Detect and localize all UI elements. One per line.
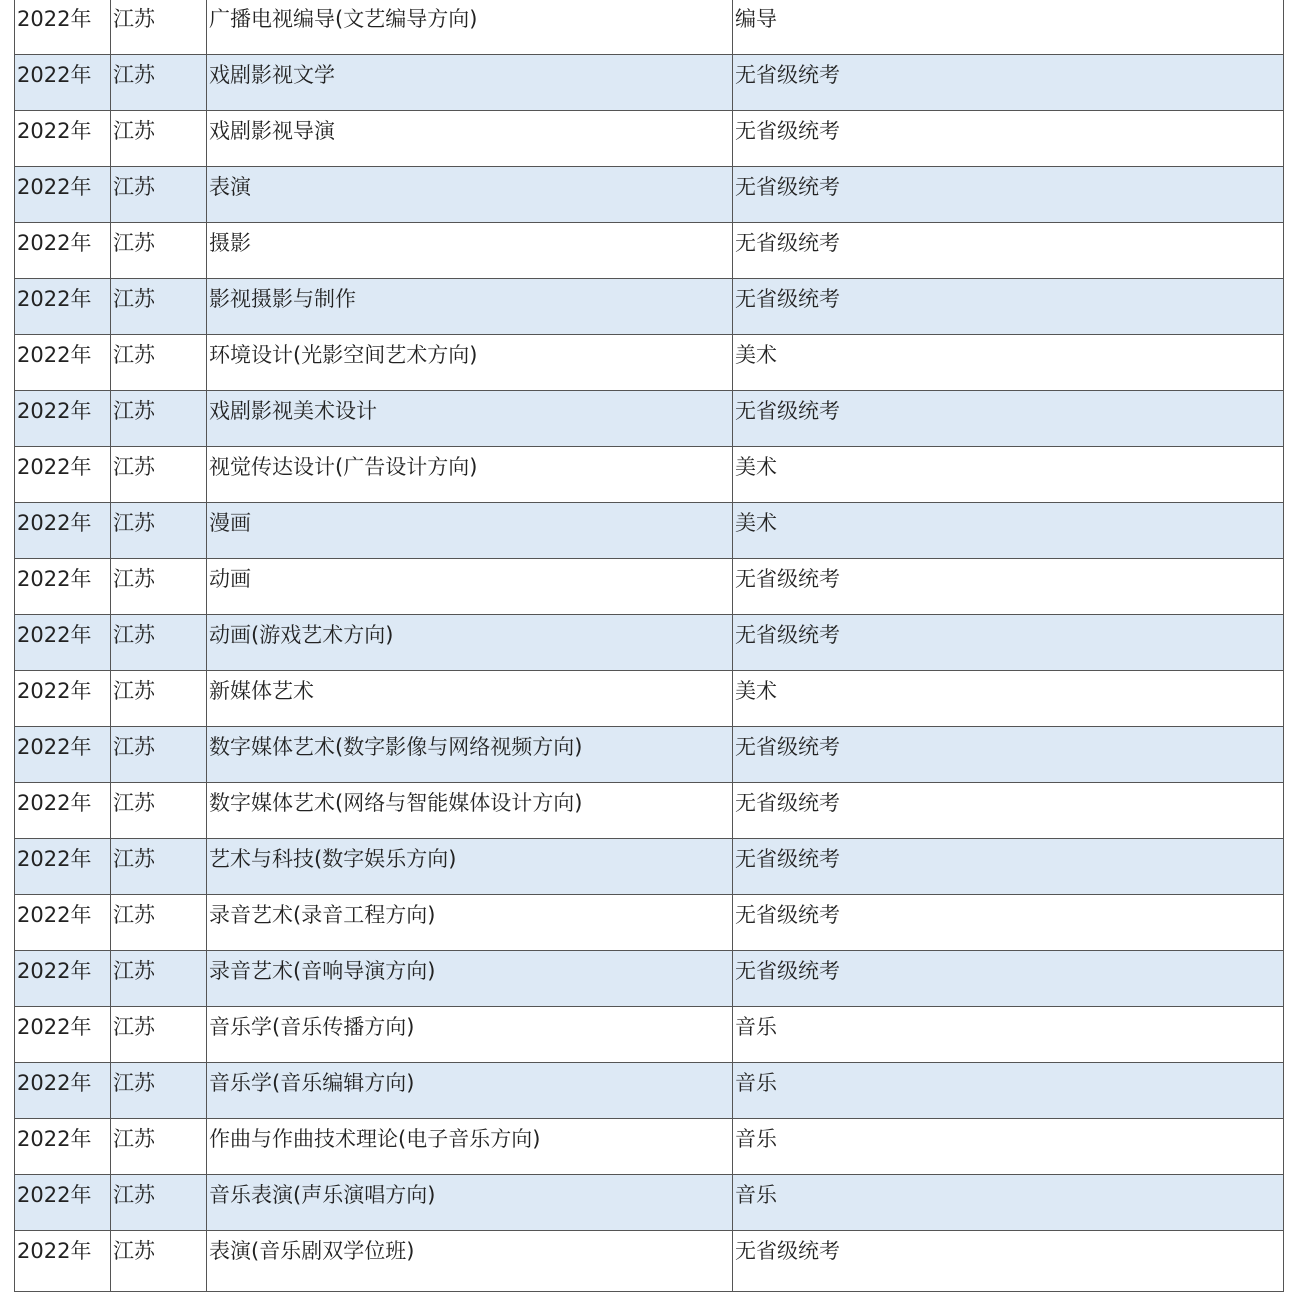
table-row [15,615,1284,671]
category-cell: 无省级统考 [733,839,1284,895]
category-cell: 无省级统考 [733,1231,1284,1292]
category-cell: 无省级统考 [733,783,1284,839]
year-cell: 2022年 [15,1007,111,1063]
category-cell: 美术 [733,671,1284,727]
category-cell: 无省级统考 [733,895,1284,951]
category-cell: 无省级统考 [733,167,1284,223]
table-row [15,447,1284,503]
table-row [15,783,1284,839]
year-cell: 2022年 [15,671,111,727]
province-cell: 江苏 [111,447,207,503]
major-cell: 戏剧影视导演 [207,111,733,167]
table-row [15,1231,1284,1292]
table-row [15,503,1284,559]
table-row [15,391,1284,447]
major-cell: 新媒体艺术 [207,671,733,727]
major-cell: 作曲与作曲技术理论(电子音乐方向) [207,1119,733,1175]
year-cell: 2022年 [15,559,111,615]
category-cell: 音乐 [733,1175,1284,1231]
year-cell: 2022年 [15,167,111,223]
major-cell: 表演(音乐剧双学位班) [207,1231,733,1292]
category-cell: 无省级统考 [733,55,1284,111]
province-cell: 江苏 [111,839,207,895]
category-cell: 音乐 [733,1119,1284,1175]
category-cell: 无省级统考 [733,223,1284,279]
category-cell: 无省级统考 [733,391,1284,447]
province-cell: 江苏 [111,0,207,55]
province-cell: 江苏 [111,671,207,727]
category-cell: 无省级统考 [733,951,1284,1007]
province-cell: 江苏 [111,503,207,559]
year-cell: 2022年 [15,1119,111,1175]
province-cell: 江苏 [111,615,207,671]
year-cell: 2022年 [15,111,111,167]
table-row [15,1063,1284,1119]
year-cell: 2022年 [15,951,111,1007]
major-cell: 影视摄影与制作 [207,279,733,335]
category-cell: 音乐 [733,1007,1284,1063]
province-cell: 江苏 [111,111,207,167]
major-cell: 漫画 [207,503,733,559]
province-cell: 江苏 [111,895,207,951]
province-cell: 江苏 [111,279,207,335]
table-row [15,167,1284,223]
major-cell: 戏剧影视美术设计 [207,391,733,447]
province-cell: 江苏 [111,391,207,447]
category-cell: 音乐 [733,1063,1284,1119]
table-row [15,951,1284,1007]
category-cell: 无省级统考 [733,111,1284,167]
table-row [15,559,1284,615]
year-cell: 2022年 [15,279,111,335]
category-cell: 美术 [733,447,1284,503]
table-row [15,727,1284,783]
major-cell: 动画(游戏艺术方向) [207,615,733,671]
table-row [15,279,1284,335]
table-row [15,335,1284,391]
major-cell: 数字媒体艺术(数字影像与网络视频方向) [207,727,733,783]
major-cell: 视觉传达设计(广告设计方向) [207,447,733,503]
table-row [15,1007,1284,1063]
province-cell: 江苏 [111,559,207,615]
major-cell: 音乐学(音乐传播方向) [207,1007,733,1063]
category-cell: 无省级统考 [733,615,1284,671]
province-cell: 江苏 [111,783,207,839]
province-cell: 江苏 [111,1007,207,1063]
year-cell: 2022年 [15,783,111,839]
province-cell: 江苏 [111,223,207,279]
table-row [15,111,1284,167]
year-cell: 2022年 [15,615,111,671]
year-cell: 2022年 [15,223,111,279]
province-cell: 江苏 [111,727,207,783]
province-cell: 江苏 [111,1119,207,1175]
table-row [15,223,1284,279]
category-cell: 美术 [733,503,1284,559]
table-row [15,895,1284,951]
category-cell: 无省级统考 [733,279,1284,335]
year-cell: 2022年 [15,727,111,783]
year-cell: 2022年 [15,1063,111,1119]
table-row [15,1119,1284,1175]
category-cell: 无省级统考 [733,559,1284,615]
province-cell: 江苏 [111,951,207,1007]
year-cell: 2022年 [15,447,111,503]
year-cell: 2022年 [15,1175,111,1231]
year-cell: 2022年 [15,1231,111,1292]
table-body [15,0,1284,1292]
table-row [15,839,1284,895]
major-cell: 广播电视编导(文艺编导方向) [207,0,733,55]
province-cell: 江苏 [111,55,207,111]
year-cell: 2022年 [15,0,111,55]
category-cell: 编导 [733,0,1284,55]
table-row [15,0,1284,55]
table-row [15,55,1284,111]
province-cell: 江苏 [111,1231,207,1292]
major-cell: 录音艺术(音响导演方向) [207,951,733,1007]
major-cell: 录音艺术(录音工程方向) [207,895,733,951]
year-cell: 2022年 [15,895,111,951]
province-cell: 江苏 [111,167,207,223]
category-cell: 美术 [733,335,1284,391]
major-cell: 音乐表演(声乐演唱方向) [207,1175,733,1231]
major-cell: 表演 [207,167,733,223]
year-cell: 2022年 [15,335,111,391]
year-cell: 2022年 [15,55,111,111]
province-cell: 江苏 [111,1175,207,1231]
major-cell: 动画 [207,559,733,615]
table-row [15,1175,1284,1231]
major-cell: 环境设计(光影空间艺术方向) [207,335,733,391]
province-cell: 江苏 [111,1063,207,1119]
major-cell: 摄影 [207,223,733,279]
table-row [15,671,1284,727]
major-cell: 数字媒体艺术(网络与智能媒体设计方向) [207,783,733,839]
year-cell: 2022年 [15,391,111,447]
province-cell: 江苏 [111,335,207,391]
major-table-container [14,0,1283,1292]
major-table [14,0,1284,1292]
category-cell: 无省级统考 [733,727,1284,783]
year-cell: 2022年 [15,839,111,895]
major-cell: 艺术与科技(数字娱乐方向) [207,839,733,895]
year-cell: 2022年 [15,503,111,559]
major-cell: 音乐学(音乐编辑方向) [207,1063,733,1119]
major-cell: 戏剧影视文学 [207,55,733,111]
